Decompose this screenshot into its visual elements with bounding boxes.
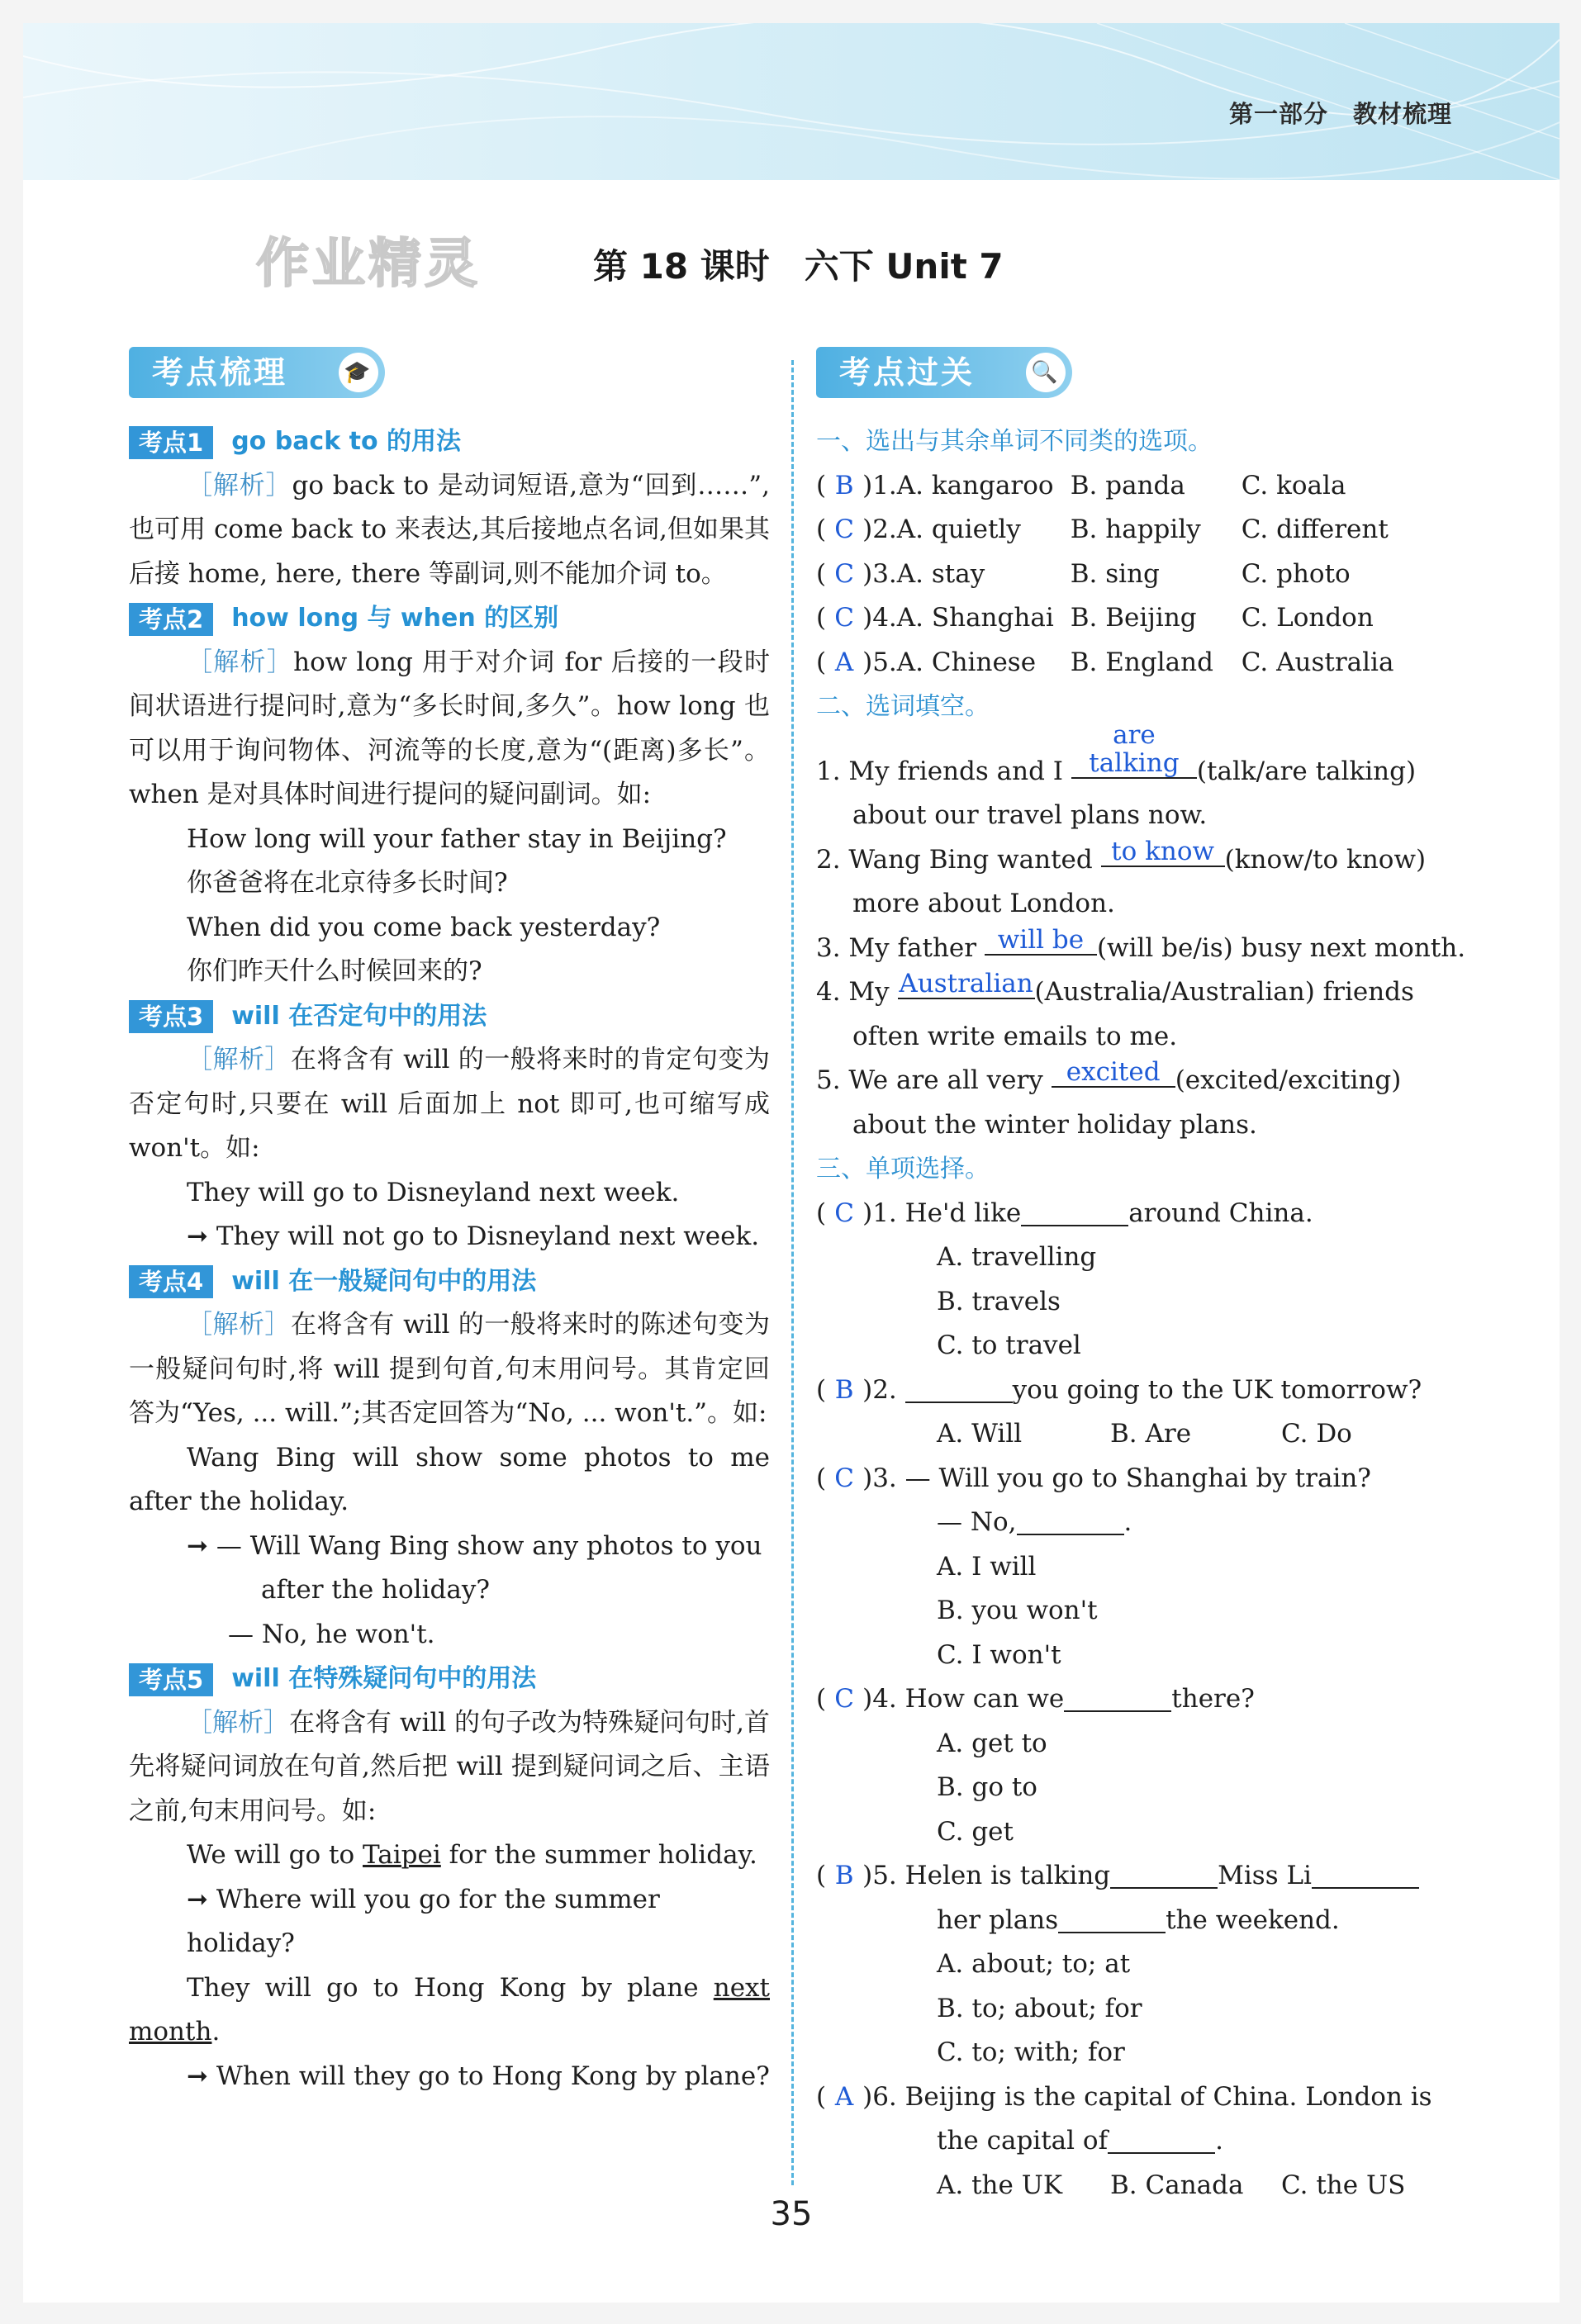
s3-q6: ( A )6. Beijing is the capital of China. London is	[816, 2081, 1432, 2112]
blank-line	[1017, 1532, 1124, 1535]
kp4-heading	[129, 1259, 770, 1304]
jiexi-label: ［解析］	[187, 1310, 291, 1340]
right-column: 一、选出与其余单词不同类的选项。 ( B )1. A. kangaroo B. panda C. koala ( C )2. A. quietly B. happily C. different ( C )3. A. stay B. sing C. photo ( C )4. A. Shanghai B. Beijing C. London ( A )5. A. Chinese B. England C. Australia 二、选词填空。 1. My friends and I are talking (talk/are talking) about our travel plans now. 2. Wang Bing wanted to know (know/to know) more about London. 3. My father will be (will be/is) busy next month. 4. My Australian(Australia/Australian) friends often write emails to me. 5. We are all very excited (excited/exciting) about the winter holiday plans. 三、单项选择。 ( C )1. He'd like around China. A. travelling B. travels C. to travel ( B )2. you going to the UK tomorrow? A. Will B. Are C. Do ( C )3. — Will you go to Shanghai by train? — No, . A. I will B. you won't C. I won't ( C )4. How can we there? A. get to B. go to C. get ( B )5. Helen is talking Miss Li her plans the weekend. A. about; to; at B. to; about; for C. to; with; for ( A )6. Beijing is the capital of China. London is the capital of . A. the UK B. Canada C. the US	[816, 420, 1482, 2208]
right-badge-label: 考点过关	[839, 354, 976, 391]
blank-line	[1021, 1223, 1128, 1226]
column-divider	[791, 360, 794, 2185]
jiexi-label: ［解析］	[187, 1045, 291, 1074]
section-header: 第一部分 教材梳理	[1228, 100, 1452, 128]
s1-item: ( C )4. A. Shanghai B. Beijing C. London	[816, 603, 1374, 633]
jiexi-label: ［解析］	[187, 647, 294, 677]
s1-title: 一、选出与其余单词不同类的选项。	[816, 427, 1213, 456]
kp5-example: ➞ Where will you go for the summer holiday?	[187, 1884, 660, 1958]
kp2-title: how long 与 when 的区别	[231, 604, 559, 633]
kp2-example: 你们昨天什么时候回来的?	[187, 956, 482, 986]
kp4-title: will 在一般疑问句中的用法	[231, 1266, 537, 1296]
kp5-example: ➞ When will they go to Hong Kong by plane?	[187, 2061, 770, 2091]
answer-blank: excited	[1052, 1058, 1175, 1088]
kp2-tag: 考点2	[129, 603, 213, 636]
kp1-tag: 考点1	[129, 426, 213, 459]
kp5-example: We will go to Taipei for the summer holiday.	[187, 1840, 757, 1870]
arrow-icon: ➞	[187, 1221, 216, 1251]
kp1-explanation: ［解析］go back to 是动词短语,意为“回到……”,也可用 come back to 来表达,其后接地点名词,但如果其后接 home, here, there 等副词,则不能加介词 to。	[129, 470, 770, 589]
kp4-example: ➞ — Will Wang Bing show any photos to you	[187, 1530, 762, 1561]
blank-line	[1058, 1930, 1166, 1933]
graduation-cap-icon: 🎓	[339, 353, 378, 392]
right-section-badge	[816, 347, 1072, 398]
s3-q5: ( B )5. Helen is talking Miss Li	[816, 1854, 1482, 1899]
kp4-explanation: ［解析］在将含有 will 的一般将来时的陈述句变为一般疑问句时,将 will 提到句首,句末用问号。其肯定回答为“Yes, ... will.”;其否定回答为“No, ... won't.”。如:	[129, 1310, 770, 1428]
kp1-title: go back to 的用法	[231, 427, 462, 456]
s3-q4: ( C )4. How can we there?	[816, 1684, 1255, 1714]
s3-title: 三、单项选择。	[816, 1155, 990, 1183]
kp4-example: — No, he won't.	[228, 1619, 435, 1649]
kp2-example: 你爸爸将在北京待多长时间?	[187, 868, 508, 898]
kp5-heading	[129, 1657, 770, 1701]
kp5-tag: 考点5	[129, 1663, 213, 1696]
s2-title: 二、选词填空。	[816, 692, 990, 721]
s3-q3: ( C )3. — Will you go to Shanghai by train?	[816, 1463, 1371, 1493]
answer-blank: will be	[985, 926, 1097, 956]
kp5-example: They will go to Hong Kong by plane next month.	[129, 1972, 770, 2047]
s2-q1: 1. My friends and I are talking (talk/are talking)	[816, 719, 1417, 786]
kp3-example: They will go to Disneyland next week.	[187, 1177, 680, 1207]
page-number: 35	[770, 2195, 813, 2233]
kp3-explanation: ［解析］在将含有 will 的一般将来时的肯定句变为否定句时,只要在 will 后面加上 not 即可,也可缩写成 won't。如:	[129, 1045, 770, 1163]
jiexi-label: ［解析］	[187, 470, 292, 500]
kp1-heading	[129, 420, 770, 464]
s2-q5: 5. We are all very excited (excited/exciting)	[816, 1057, 1402, 1095]
kp5-explanation: ［解析］在将含有 will 的句子改为特殊疑问句时,首先将疑问词放在句首,然后把 will 提到疑问词之后、主语之前,句末用问号。如:	[129, 1707, 770, 1826]
s2-q3: 3. My father will be (will be/is) busy next month.	[816, 924, 1466, 963]
jiexi-label: ［解析］	[187, 1707, 290, 1738]
arrow-icon: ➞	[187, 1884, 216, 1914]
kp4-tag: 考点4	[129, 1265, 213, 1298]
s3-q2: ( B )2. you going to the UK tomorrow?	[816, 1374, 1422, 1405]
kp5-title: will 在特殊疑问句中的用法	[231, 1664, 537, 1693]
kp2-example: When did you come back yesterday?	[187, 912, 661, 942]
kp3-title: will 在否定句中的用法	[231, 1001, 487, 1031]
s2-q2: 2. Wang Bing wanted to know (know/to know)	[816, 836, 1427, 875]
answer-blank: Australian	[899, 969, 1033, 998]
textbook-page	[23, 23, 1560, 2303]
kp3-heading	[129, 994, 770, 1039]
blank-line	[1064, 1709, 1171, 1712]
arrow-icon: ➞	[187, 2061, 216, 2091]
s1-item: ( C )2. A. quietly B. happily C. different	[816, 515, 1389, 544]
watermark: 作业精灵	[256, 234, 481, 295]
blank-line	[1110, 1885, 1218, 1889]
s1-item: ( A )5. A. Chinese B. England C. Australia	[816, 647, 1394, 677]
s1-item: ( C )3. A. stay B. sing C. photo	[816, 558, 1351, 589]
answer-blank: are talking	[1071, 721, 1197, 779]
kp2-heading	[129, 596, 770, 641]
blank-line	[1312, 1885, 1419, 1889]
kp2-example: How long will your father stay in Beijing?	[187, 823, 727, 854]
header-banner	[23, 23, 1560, 180]
blank-line	[1108, 2151, 1215, 2154]
left-column	[129, 420, 770, 2099]
s1-list	[816, 464, 1482, 685]
blank-line	[905, 1400, 1013, 1403]
s3-q1: ( C )1. He'd like around China.	[816, 1198, 1313, 1228]
kp4-example: after the holiday?	[261, 1575, 490, 1605]
answer-blank: to know	[1101, 837, 1225, 867]
kp4-example: Wang Bing will show some photos to me after the holiday.	[129, 1442, 770, 1516]
magnifier-icon: 🔍	[1026, 353, 1066, 392]
kp2-explanation: ［解析］how long 用于对介词 for 后接的一段时间状语进行提问时,意为“多长时间,多久”。how long 也可以用于询问物体、河流等的长度,意为“(距离)多长”。when 是对具体时间进行提问的疑问副词。如:	[129, 647, 770, 809]
left-badge-label: 考点梳理	[152, 354, 288, 391]
lesson-title: 第 18 课时 六下 Unit 7	[593, 246, 1004, 287]
s2-q4: 4. My Australian(Australia/Australian) friends	[816, 969, 1414, 1007]
s1-item: ( B )1. A. kangaroo B. panda C. koala	[816, 470, 1346, 500]
arrow-icon: ➞	[187, 1530, 216, 1561]
left-section-badge	[129, 347, 385, 398]
kp3-tag: 考点3	[129, 1000, 213, 1033]
kp3-example: ➞ They will not go to Disneyland next week.	[187, 1221, 760, 1251]
